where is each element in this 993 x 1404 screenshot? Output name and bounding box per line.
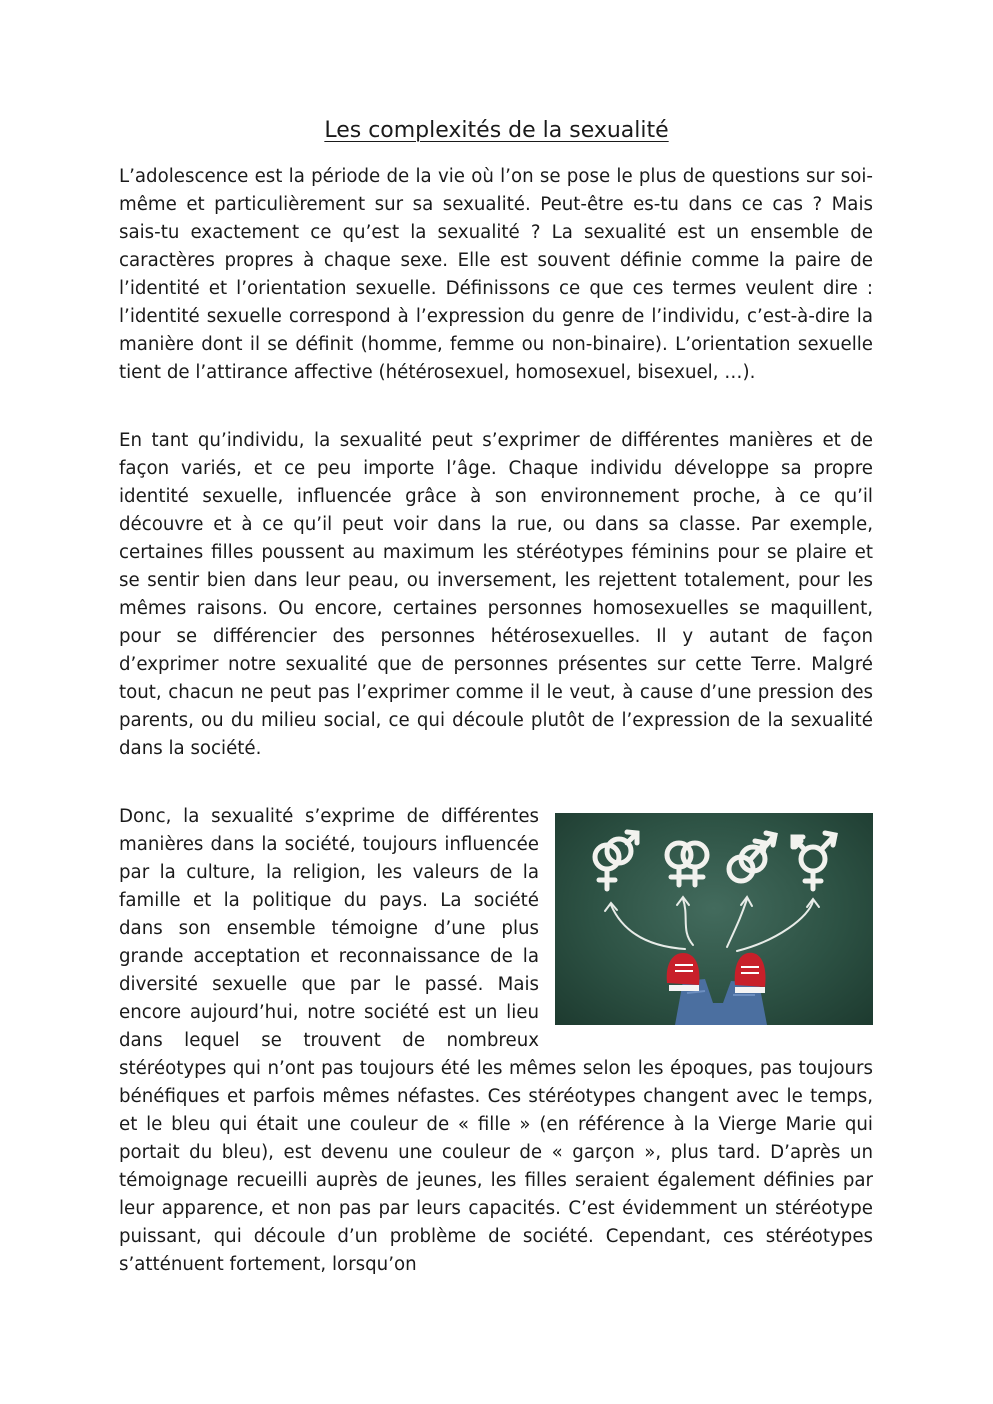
lesbian-symbol-icon <box>667 843 707 885</box>
gay-symbol-icon <box>729 833 775 881</box>
transgender-symbol-icon <box>793 833 835 889</box>
page-title: Les complexités de la sexualité <box>324 118 669 143</box>
paragraph-3-container <box>119 803 873 1279</box>
chalkboard-gender-symbols-image <box>555 813 873 1025</box>
paragraph-3: Donc, la sexualité s’exprime de différentes manières dans la société, toujours influencée par la culture, la religion, les valeurs de la famille et la politique du pays. La société dans son ensemble témoigne d’une plus grande acceptation et reconnaissance de la diversité sexuelle que par le passé. Mais encore aujourd’hui, notre société est un lieu dans lequel se trouvent de nombreux stéréotypes qui n’ont pas toujours été les mêmes selon les époques, pas toujours bénéfiques et parfois mêmes néfastes. Ces stéréotypes changent avec le temps, et le bleu qui était une couleur de « fille » (en référence à la Vierge Marie qui portait du bleu), est devenu une couleur de « garçon », plus tard. D’après un témoignage recueilli auprès de jeunes, les filles seraient également définies par leur apparence, et non pas par leurs capacités. C’est évidemment un stéréotype puissant, qui découle d’un problème de société. Cependant, ces stéréotypes s’atténuent fortement, lorsqu’on <box>119 806 873 1275</box>
chalkboard-illustration <box>555 813 873 1025</box>
paragraph-1: L’adolescence est la période de la vie où l’on se pose le plus de questions sur soi-même et particulièrement sur sa sexualité. Peut-être es-tu dans ce cas ? Mais sais-tu exactement ce qu’est la sexualité ? La sexualité est un ensemble de caractères propres à chaque sexe. Elle est souvent définie comme la paire de l’identité et l’orientation sexuelle. Définissons ce que ces termes veulent dire : l’identité sexuelle correspond à l’expression du genre de l’individu, c’est-à-dire la manière dont il se définit (homme, femme ou non-binaire). L’orientation sexuelle tient de l’attirance affective (hétérosexuel, homosexuel, bisexuel, …). <box>119 166 873 383</box>
paragraph-2: En tant qu’individu, la sexualité peut s’exprimer de différentes manières et de façon variés, et ce peu importe l’âge. Chaque individu développe sa propre identité sexuelle, influencée grâce à son environnement proche, à ce qu’il découvre et à ce qu’il peut voir dans la rue, ou dans sa classe. Par exemple, certaines filles poussent au maximum les stéréotypes féminins pour se plaire et se sentir bien dans leur peau, ou inversement, les rejettent totalement, pour les mêmes raisons. Ou encore, certaines personnes homosexuelles se maquillent, pour se différencier des personnes hétérosexuelles. Il y autant de façon d’exprimer notre sexualité que de personnes présentes sur cette Terre. Malgré tout, chacun ne peut pas l’exprimer comme il le veut, à cause d’une pression des parents, ou du milieu social, ce qui découle plutôt de l’expression de la sexualité dans la société. <box>119 430 873 759</box>
heterosexual-symbol-icon <box>595 832 637 889</box>
